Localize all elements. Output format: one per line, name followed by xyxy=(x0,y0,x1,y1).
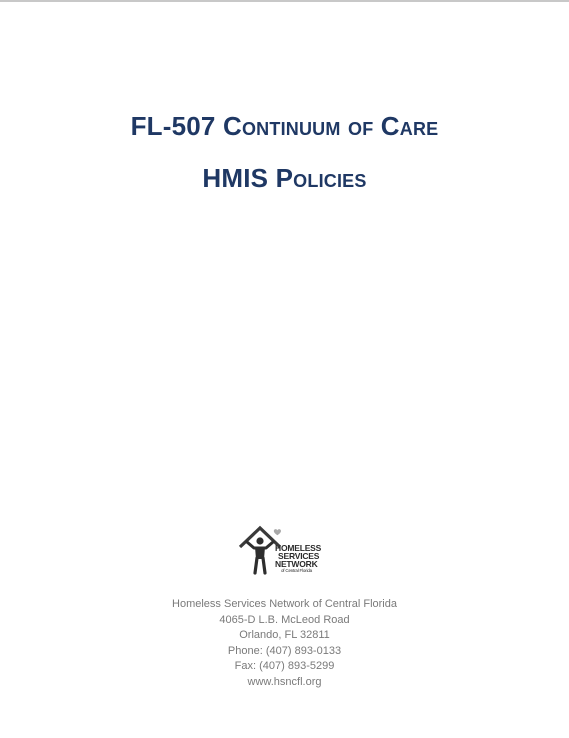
logo-word-services: SERVICES xyxy=(278,551,320,561)
logo-wordmark xyxy=(275,544,321,574)
hsn-logo xyxy=(238,525,334,579)
fax-number: Fax: (407) 893-5299 xyxy=(234,660,335,672)
website-link[interactable]: www.hsncfl.org xyxy=(247,675,322,688)
document-title xyxy=(0,113,569,191)
title-line-1: FL-507 Continuum of Care xyxy=(130,111,439,141)
organization-name: Homeless Services Network of Central Florida xyxy=(172,598,397,610)
phone-number: Phone: (407) 893-0133 xyxy=(227,644,342,657)
logo-word-network: NETWORK xyxy=(275,559,318,569)
logo-word-homeless: HOMELESS xyxy=(275,543,322,553)
city-state-zip: Orlando, FL 32811 xyxy=(239,629,330,641)
logo-tagline: of Central Florida xyxy=(281,568,312,573)
title-line-2: HMIS Policies xyxy=(202,163,367,193)
street-address: 4065-D L.B. McLeod Road xyxy=(219,613,350,626)
contact-block xyxy=(0,597,569,690)
